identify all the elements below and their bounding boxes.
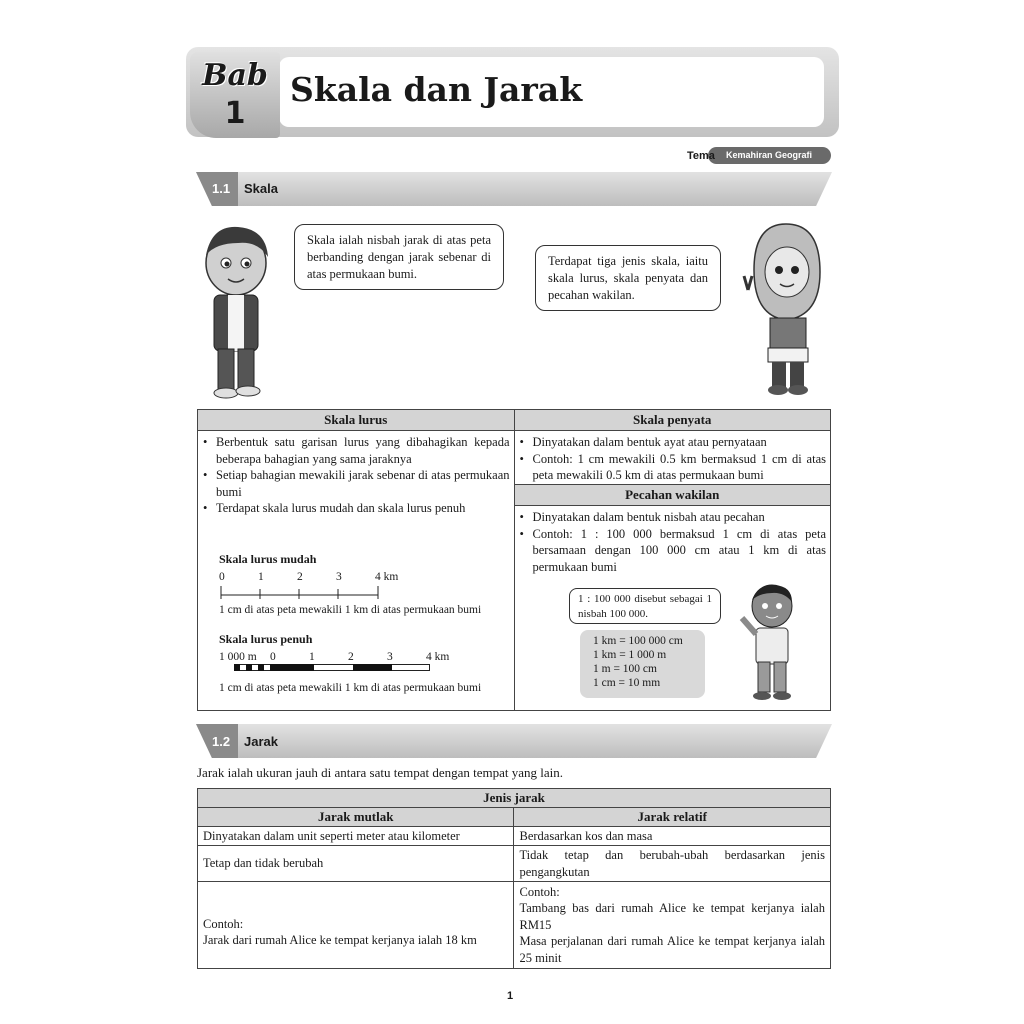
example-text: Tambang bas dari rumah Alice ke tempat kerjanya ialah RM15 — [519, 901, 825, 932]
small-boy-illustration-icon — [736, 582, 802, 704]
jarak-mutlak-heading: Jarak mutlak — [198, 808, 514, 827]
skala-penyata-heading: Skala penyata — [514, 410, 831, 431]
skala-mudah-caption: 1 cm di atas peta mewakili 1 km di atas permukaan bumi — [219, 604, 482, 616]
section-title: Jarak — [244, 734, 278, 749]
section-number: 1.1 — [212, 181, 231, 196]
conversion-line: 1 km = 100 000 cm — [593, 635, 683, 647]
conversion-line: 1 m = 100 cm — [593, 663, 657, 675]
list-item: • Dinyatakan dalam bentuk ayat atau pernyataan — [515, 434, 827, 451]
boy-illustration-icon — [192, 215, 282, 403]
pecahan-wakilan-heading: Pecahan wakilan — [514, 485, 831, 506]
tick-label: 1 000 m — [219, 651, 257, 663]
tick-label: 0 — [270, 651, 276, 663]
skala-penuh-title: Skala lurus penuh — [219, 632, 313, 646]
tick-label: 2 — [348, 651, 354, 663]
list-item: • Contoh: 1 cm mewakili 0.5 km bermaksud 1 cm di atas peta mewakili 0.5 km di atas permukaan bumi — [515, 451, 827, 484]
section-bar-jarak — [196, 724, 832, 758]
jenis-jarak-heading: Jenis jarak — [198, 789, 831, 808]
jarak-intro: Jarak ialah ukuran jauh di antara satu tempat dengan tempat yang lain. — [197, 765, 564, 780]
section-bar-skala — [196, 172, 832, 206]
tick-label: 4 km — [375, 571, 399, 583]
table-cell-example-mutlak — [198, 882, 514, 969]
tick-label: 1 — [309, 651, 315, 663]
section-title: Skala — [244, 181, 278, 196]
section-number: 1.2 — [212, 734, 231, 749]
table-cell-example-relatif — [514, 882, 831, 969]
tema-label: Tema — [687, 150, 715, 162]
chapter-title: Skala dan Jarak — [290, 70, 583, 109]
chapter-label: Bab — [202, 58, 268, 93]
skala-mudah-title: Skala lurus mudah — [219, 552, 317, 566]
tick-label: 3 — [387, 651, 393, 663]
list-item: • Berbentuk satu garisan lurus yang dibahagikan kepada beberapa bahagian yang sama jaraknya — [198, 434, 510, 467]
tema-value: Kemahiran Geografi — [708, 147, 831, 164]
skala-penyata-bullets — [515, 434, 827, 484]
tick-label: 0 — [219, 571, 225, 583]
example-text: Jarak dari rumah Alice ke tempat kerjanya ialah 18 km — [203, 933, 477, 947]
pecahan-wakilan-bullets — [515, 509, 827, 575]
skala-lurus-cell — [198, 431, 515, 711]
skala-lurus-bullets — [198, 434, 510, 517]
table-cell: Berdasarkan kos dan masa — [514, 827, 831, 846]
table-cell: Tetap dan tidak berubah — [198, 846, 514, 882]
small-boy-speech-bubble: 1 : 100 000 disebut sebagai 1 nisbah 100 000. — [569, 588, 721, 624]
table-cell: Tidak tetap dan berubah-ubah berdasarkan jenis pengangkutan — [514, 846, 831, 882]
skala-lurus-heading: Skala lurus — [198, 410, 515, 431]
skala-penuh-caption: 1 cm di atas peta mewakili 1 km di atas permukaan bumi — [219, 682, 482, 694]
conversion-line: 1 cm = 10 mm — [593, 677, 661, 689]
tick-label: 1 — [258, 571, 264, 583]
tick-label: 3 — [336, 571, 342, 583]
girl-speech-bubble: Terdapat tiga jenis skala, iaitu skala lurus, skala penyata dan pecahan wakilan. — [535, 245, 721, 311]
jarak-relatif-heading: Jarak relatif — [514, 808, 831, 827]
tick-label: 4 km — [426, 651, 450, 663]
page-number: 1 — [507, 990, 514, 1002]
conversion-box — [580, 630, 705, 698]
example-text: Masa perjalanan dari rumah Alice ke tempat kerjanya ialah 25 minit — [519, 934, 825, 965]
girl-illustration-icon — [740, 220, 830, 400]
table-cell: Dinyatakan dalam unit seperti meter atau kilometer — [198, 827, 514, 846]
example-label: Contoh: — [203, 916, 244, 931]
chapter-number: 1 — [224, 96, 246, 131]
skala-penuh-scale-bar — [234, 664, 434, 674]
boy-speech-bubble: Skala ialah nisbah jarak di atas peta berbanding dengan jarak sebenar di atas permukaan bumi. — [294, 224, 504, 290]
skala-penyata-cell — [514, 431, 831, 485]
list-item: • Dinyatakan dalam bentuk nisbah atau pecahan — [515, 509, 827, 526]
list-item: • Terdapat skala lurus mudah dan skala lurus penuh — [198, 500, 510, 517]
tick-label: 2 — [297, 571, 303, 583]
list-item: • Contoh: 1 : 100 000 bermaksud 1 cm di atas peta bersamaan dengan 100 000 cm atau 1 km di atas permukaan bumi — [515, 526, 827, 576]
example-label: Contoh: — [519, 884, 560, 899]
jarak-table — [197, 788, 831, 969]
list-item: • Setiap bahagian mewakili jarak sebenar di atas permukaan bumi — [198, 467, 510, 500]
conversion-line: 1 km = 1 000 m — [593, 649, 667, 661]
